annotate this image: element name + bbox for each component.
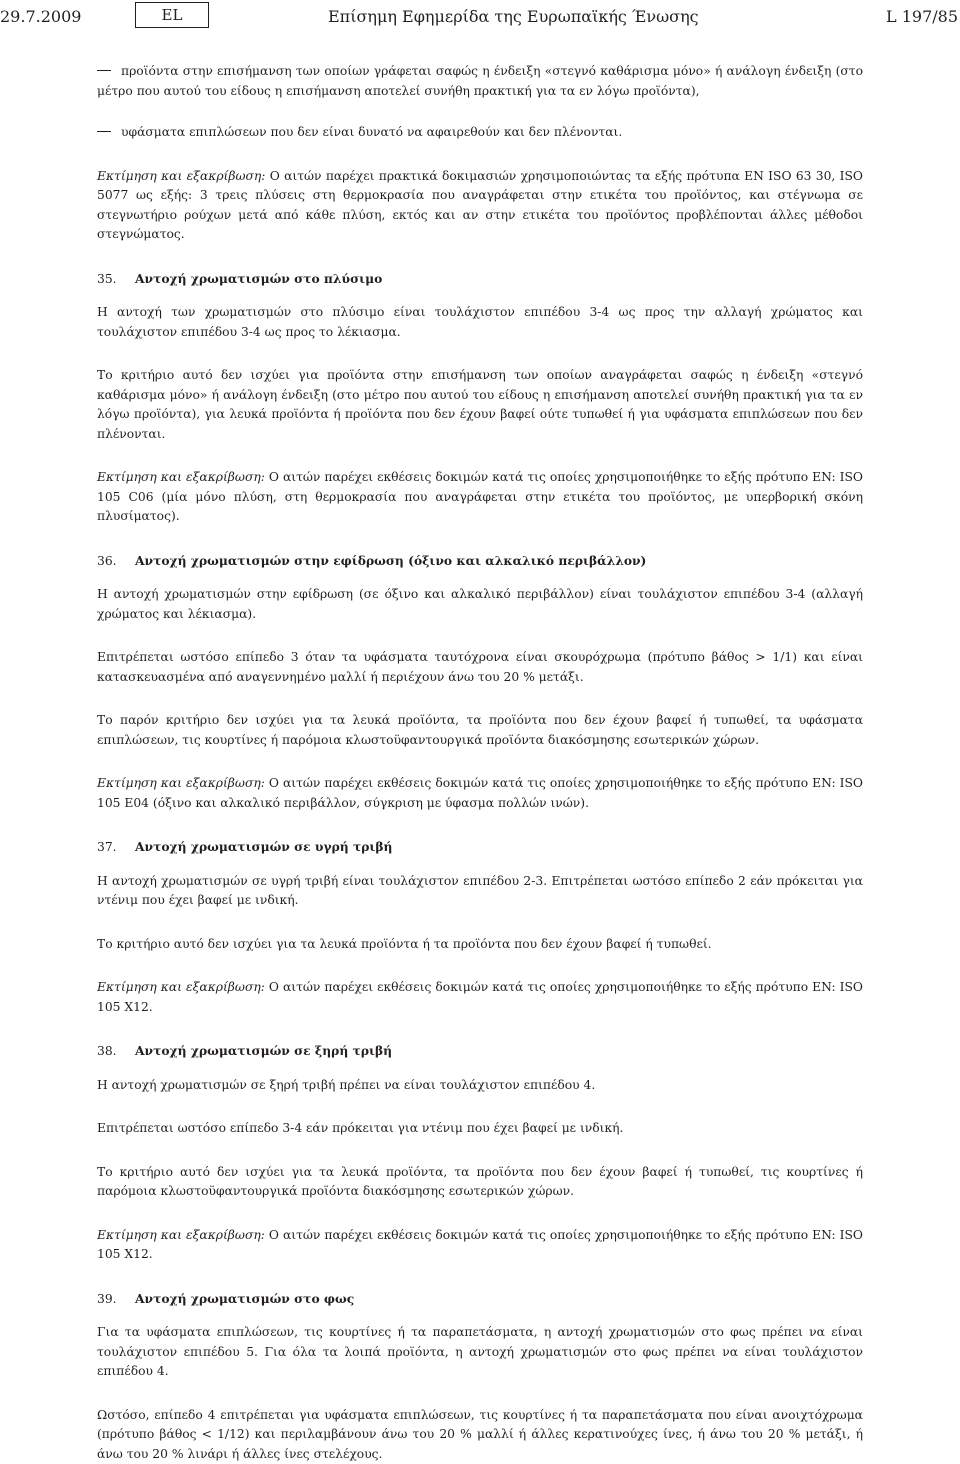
page-header — [0, 0, 960, 30]
paragraph: Το παρόν κριτήριο δεν ισχύει για τα λευκά προϊόντα, τα προϊόντα που δεν έχουν βαφεί ή τυπωθεί, τα υφάσματα επιπλώσεων, τις κουρτίνες ή παρόμοια κλωστοϋφαντουργικά προϊόντα διακόσμησης εσωτερικών χώρων. — [97, 711, 863, 750]
section-heading-37: 37. Αντοχή χρωματισμών σε υγρή τριβή — [97, 837, 863, 858]
assessment-paragraph: Εκτίμηση και εξακρίβωση: Ο αιτών παρέχει πρακτικά δοκιμασιών χρησιμοποιώντας τα εξής πρότυπα EN ISO 63 30, ISO 5077 ως εξής: 3 τρεις πλύσεις στη θερμοκρασία που αναγράφεται στην ετικέτα του προϊόντος, και στέγνωμα σε στεγνωτήριο ρούχων μετά από κάθε πλύση, εκτός και αν στην ετικέτα του προϊόντος προβλέπονται άλλες μέθοδοι στεγνώματος. — [97, 167, 863, 245]
page-reference: L 197/85 — [886, 6, 958, 28]
list-item: προϊόντα στην επισήμανση των οποίων γράφεται σαφώς η ένδειξη «στεγνό καθάρισμα μόνο» ή ανάλογη ένδειξη (στο μέτρο που αυτού του είδους η επισήμανση αποτελεί συνήθη πρακτική για τα εν λόγω προϊόντα), — [97, 62, 863, 101]
paragraph: Η αντοχή χρωματισμών σε ξηρή τριβή πρέπει να είναι τουλάχιστον επιπέδου 4. — [97, 1076, 863, 1096]
assessment-paragraph: Εκτίμηση και εξακρίβωση: Ο αιτών παρέχει εκθέσεις δοκιμών κατά τις οποίες χρησιμοποιήθηκε το εξής πρότυπο EN: ISO 105 C06 (μία μόνο πλύση, στη θερμοκρασία που αναγράφεται στην ετικέτα του προϊόντος, με υπερβορική σκόνη πλυσίματος). — [97, 468, 863, 527]
language-badge: EL — [135, 2, 209, 28]
paragraph: Η αντοχή χρωματισμών σε υγρή τριβή είναι τουλάχιστον επιπέδου 2-3. Επιτρέπεται ωστόσο επίπεδο 2 εάν πρόκειται για ντένιμ που έχει βαφεί με ινδική. — [97, 872, 863, 911]
section-heading-39: 39. Αντοχή χρωματισμών στο φως — [97, 1289, 863, 1310]
paragraph: Για τα υφάσματα επιπλώσεων, τις κουρτίνες ή τα παραπετάσματα, η αντοχή χρωματισμών στο φως πρέπει να είναι τουλάχιστον επιπέδου 5. Για όλα τα λοιπά προϊόντα, η αντοχή χρωματισμών στο φως πρέπει να είναι τουλάχιστον επιπέδου 4. — [97, 1323, 863, 1382]
publication-date: 29.7.2009 — [0, 6, 81, 28]
paragraph: Επιτρέπεται ωστόσο επίπεδο 3 όταν τα υφάσματα ταυτόχρονα είναι σκουρόχρωμα (πρότυπο βάθος > 1/1) και είναι κατασκευασμένα από αναγεννημένο μαλλί ή περιέχουν άνω του 20 % μετάξι. — [97, 648, 863, 687]
section-heading-36: 36. Αντοχή χρωματισμών στην εφίδρωση (όξινο και αλκαλικό περιβάλλον) — [97, 551, 863, 572]
document-body — [97, 62, 863, 1464]
assessment-paragraph: Εκτίμηση και εξακρίβωση: Ο αιτών παρέχει εκθέσεις δοκιμών κατά τις οποίες χρησιμοποιήθηκε το εξής πρότυπο EN: ISO 105 X12. — [97, 1226, 863, 1265]
paragraph: Το κριτήριο αυτό δεν ισχύει για τα λευκά προϊόντα ή τα προϊόντα που δεν έχουν βαφεί ή τυπωθεί. — [97, 935, 863, 955]
dash-bullet — [97, 131, 111, 132]
paragraph: Η αντοχή των χρωματισμών στο πλύσιμο είναι τουλάχιστον επιπέδου 3-4 ως προς την αλλαγή χρώματος και τουλάχιστον επιπέδου 3-4 ως προς το λέκιασμα. — [97, 303, 863, 342]
assessment-paragraph: Εκτίμηση και εξακρίβωση: Ο αιτών παρέχει εκθέσεις δοκιμών κατά τις οποίες χρησιμοποιήθηκε το εξής πρότυπο EN: ISO 105 E04 (όξινο και αλκαλικό περιβάλλον, σύγκριση με ύφασμα πολλών ινών). — [97, 774, 863, 813]
paragraph: Επιτρέπεται ωστόσο επίπεδο 3-4 εάν πρόκειται για ντένιμ που έχει βαφεί με ινδική. — [97, 1119, 863, 1139]
section-heading-35: 35. Αντοχή χρωματισμών στο πλύσιμο — [97, 269, 863, 290]
paragraph: Η αντοχή χρωματισμών στην εφίδρωση (σε όξινο και αλκαλικό περιβάλλον) είναι τουλάχιστον επιπέδου 3-4 (αλλαγή χρώματος και λέκιασμα). — [97, 585, 863, 624]
paragraph: Το κριτήριο αυτό δεν ισχύει για τα λευκά προϊόντα, τα προϊόντα που δεν έχουν βαφεί ή τυπωθεί, τις κουρτίνες ή παρόμοια κλωστοϋφαντουργικά προϊόντα διακόσμησης εσωτερικών χώρων. — [97, 1163, 863, 1202]
journal-title: Επίσημη Εφημερίδα της Ευρωπαϊκής Ένωσης — [328, 6, 699, 28]
list-item: υφάσματα επιπλώσεων που δεν είναι δυνατό να αφαιρεθούν και δεν πλένονται. — [97, 123, 863, 143]
paragraph: Το κριτήριο αυτό δεν ισχύει για προϊόντα στην επισήμανση των οποίων αναγράφεται σαφώς η ένδειξη «στεγνό καθάρισμα μόνο» ή ανάλογη ένδειξη (στο μέτρο που αυτού του είδους η επισήμανση αποτελεί συνήθη πρακτική για τα εν λόγω προϊόντα), για λευκά προϊόντα ή προϊόντα που δεν έχουν βαφεί ούτε τυπωθεί ή για υφάσματα επιπλώσεων που δεν πλένονται. — [97, 366, 863, 444]
assessment-paragraph: Εκτίμηση και εξακρίβωση: Ο αιτών παρέχει εκθέσεις δοκιμών κατά τις οποίες χρησιμοποιήθηκε το εξής πρότυπο EN: ISO 105 X12. — [97, 978, 863, 1017]
dash-bullet — [97, 70, 111, 71]
section-heading-38: 38. Αντοχή χρωματισμών σε ξηρή τριβή — [97, 1041, 863, 1062]
paragraph: Ωστόσο, επίπεδο 4 επιτρέπεται για υφάσματα επιπλώσεων, τις κουρτίνες ή τα παραπετάσματα που είναι ανοιχτόχρωμα (πρότυπο βάθος < 1/12) και περιλαμβάνουν άνω του 20 % μαλλί ή άλλες κερατινούχες ίνες, ή άνω του 20 % μετάξι, ή άνω του 20 % λινάρι ή άλλες ίνες στελέχους. — [97, 1406, 863, 1464]
